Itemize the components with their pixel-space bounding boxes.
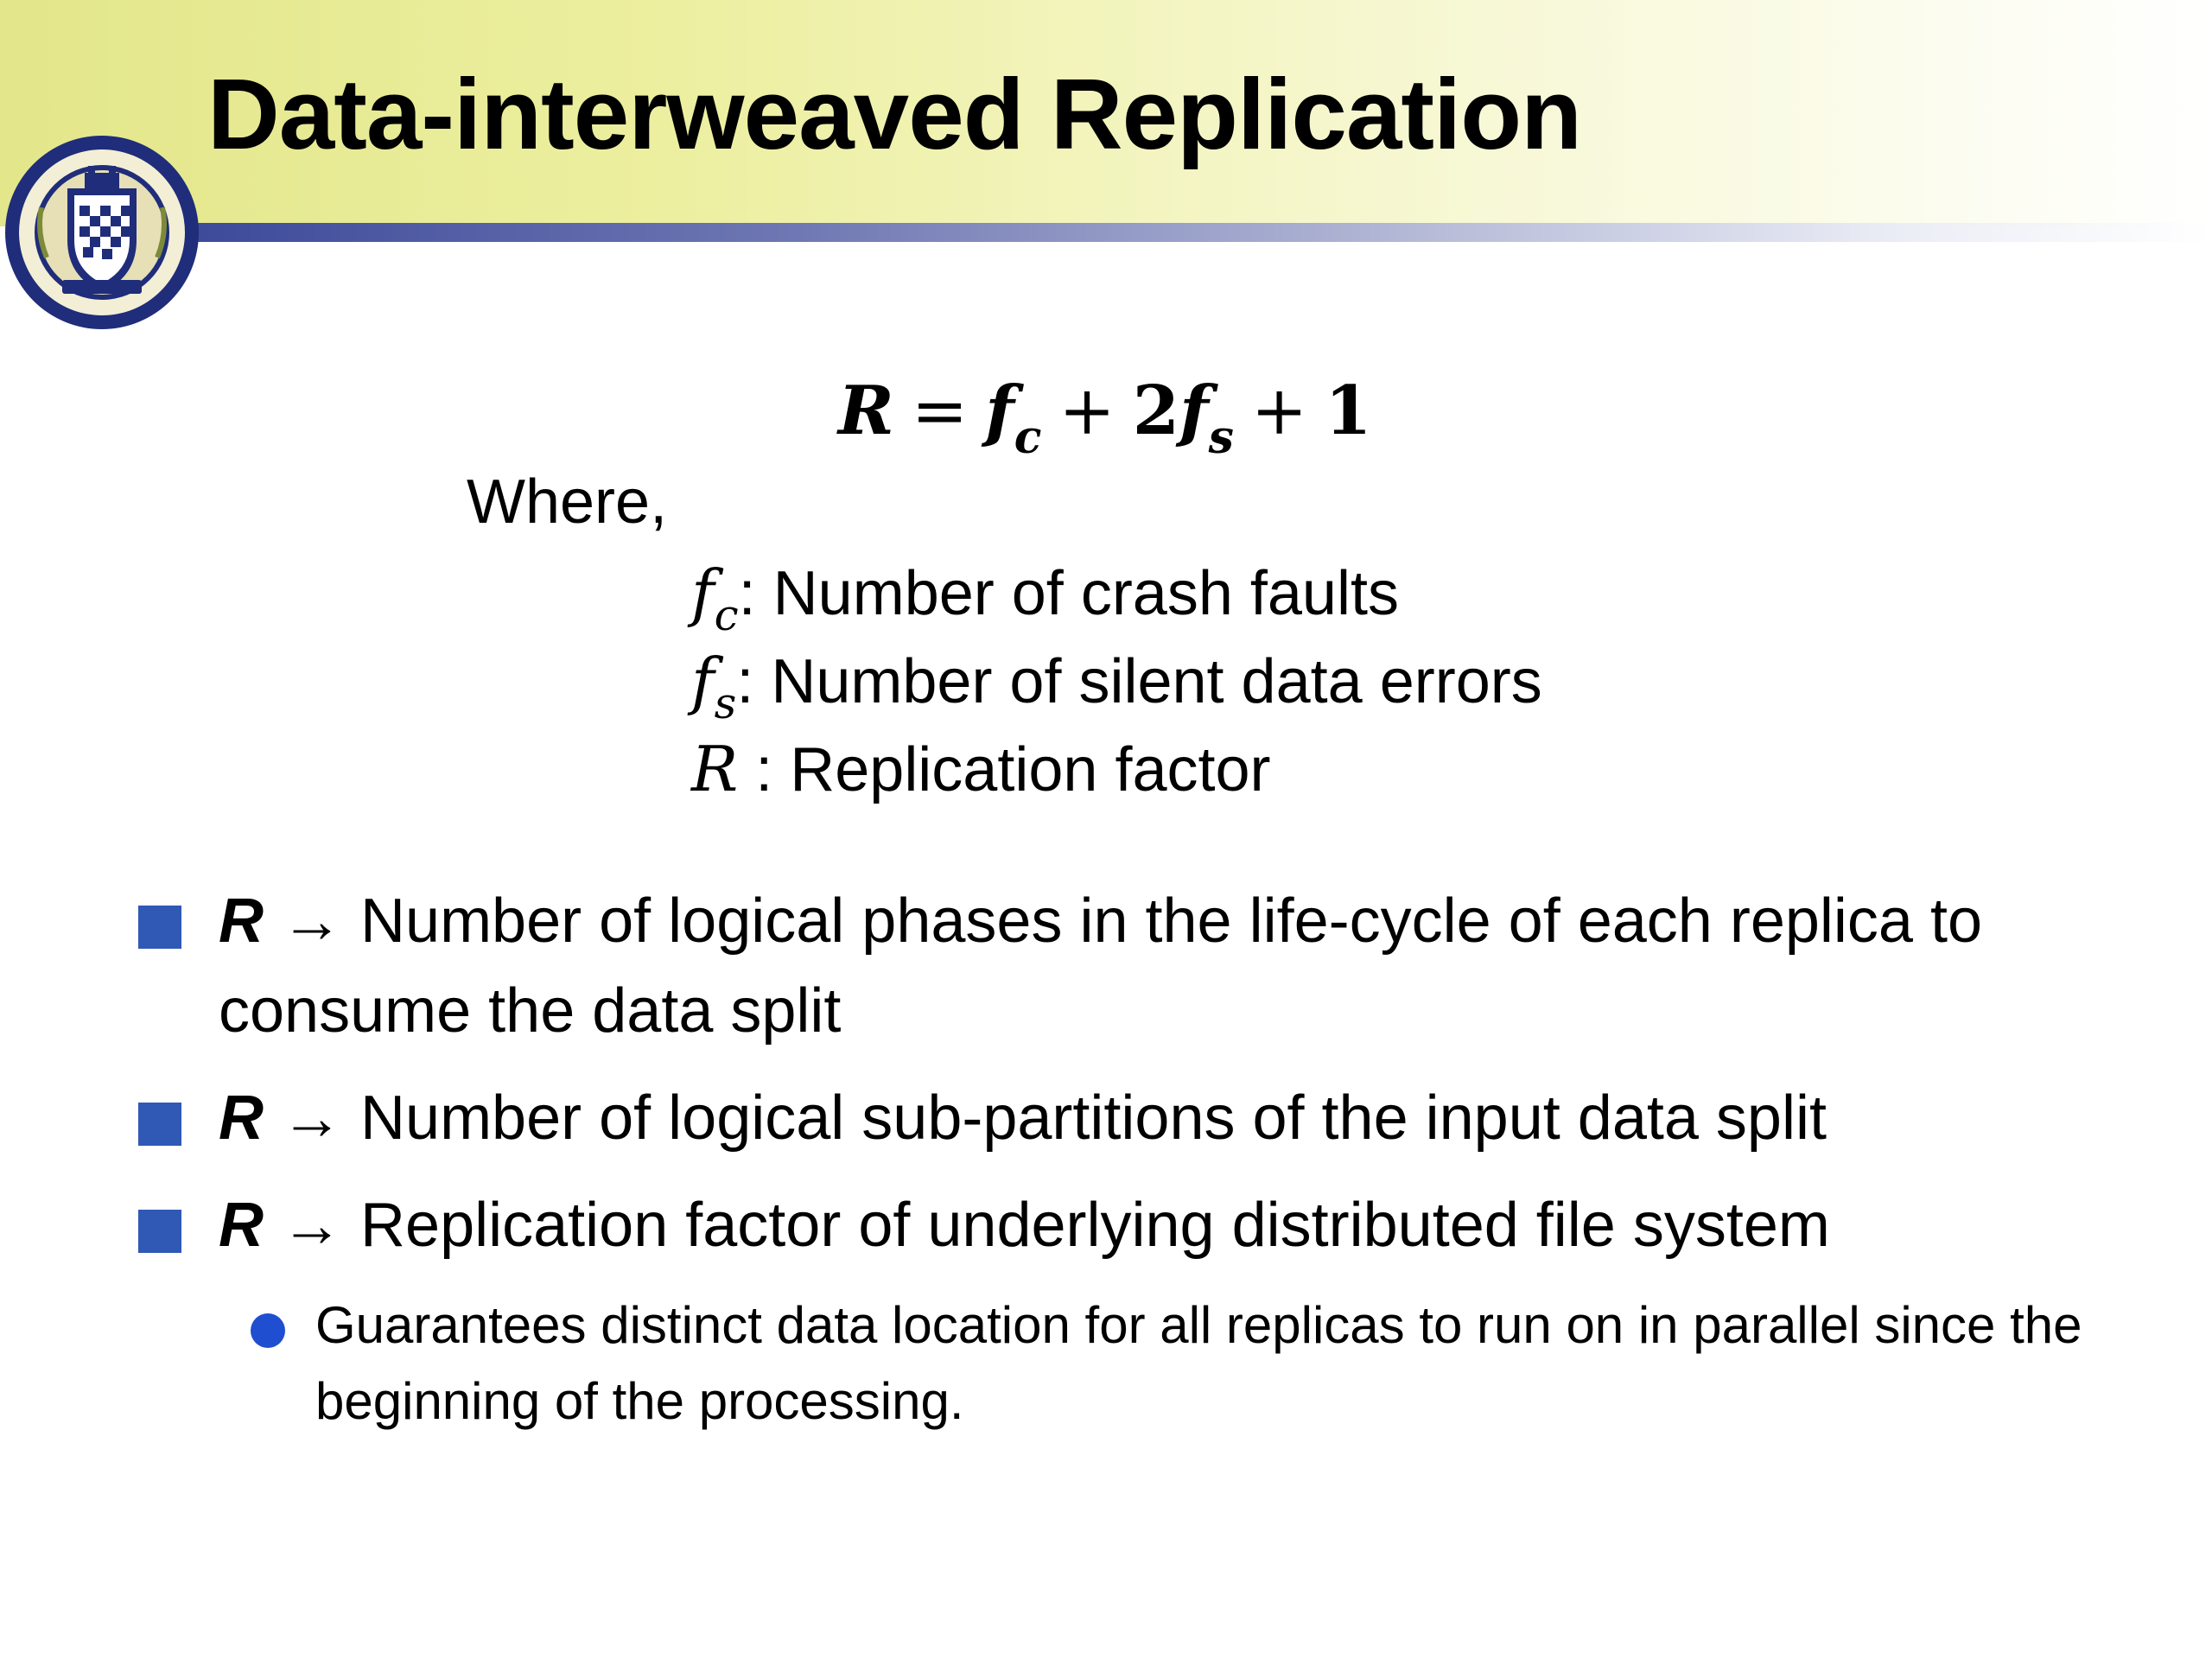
square-bullet-icon bbox=[138, 1103, 181, 1146]
definition-symbol bbox=[691, 733, 738, 805]
formula-lhs: R bbox=[838, 372, 894, 450]
formula-f2-sub: s bbox=[1208, 411, 1234, 464]
definition-symbol-main: R bbox=[691, 733, 739, 805]
bullet-content bbox=[219, 1180, 2169, 1270]
formula-f1-sub: c bbox=[1014, 411, 1042, 464]
definition-symbol-main: f bbox=[691, 645, 715, 717]
definition-symbol-main: f bbox=[691, 556, 715, 629]
where-label: Where, bbox=[467, 467, 668, 537]
sub-bullet-text: Guarantees distinct data location for all replicas to run on in parallel since the beginning of the processing. bbox=[315, 1296, 2082, 1430]
bullet-text: Number of logical sub-partitions of the input data split bbox=[360, 1084, 1827, 1153]
definition-text: : Number of crash faults bbox=[738, 559, 1399, 628]
formula-f1: f bbox=[985, 372, 1014, 450]
replication-formula bbox=[838, 372, 1372, 464]
formula-coef: 2 bbox=[1132, 372, 1180, 450]
formula-plus-1: + bbox=[1058, 372, 1116, 450]
bullet-symbol: R bbox=[219, 1191, 264, 1260]
definition-text: : Number of silent data errors bbox=[736, 647, 1542, 716]
definition-symbol-sub: c bbox=[714, 590, 739, 640]
bullet-item bbox=[138, 1073, 2169, 1163]
arrow-icon: → bbox=[281, 1084, 344, 1153]
arrow-icon: → bbox=[281, 887, 344, 956]
bullet-text: Number of logical phases in the life-cycle of each replica to consume the data split bbox=[219, 887, 1982, 1046]
round-bullet-icon bbox=[251, 1313, 285, 1348]
formula-const: 1 bbox=[1325, 372, 1372, 450]
bullet-item bbox=[138, 1180, 2169, 1270]
square-bullet-icon bbox=[138, 906, 181, 949]
arrow-icon: → bbox=[281, 1191, 344, 1260]
definition-r bbox=[691, 726, 1271, 835]
header-rule bbox=[190, 223, 2212, 242]
sub-bullet-item bbox=[251, 1287, 2108, 1440]
square-bullet-icon bbox=[138, 1210, 181, 1253]
slide-title: Data-interweaved Replication bbox=[207, 58, 1581, 170]
definition-text: : Replication factor bbox=[738, 735, 1271, 804]
formula-equals: = bbox=[911, 372, 969, 450]
definition-symbol-sub: s bbox=[714, 678, 737, 728]
bullet-content bbox=[219, 1073, 2169, 1163]
formula-plus-2: + bbox=[1250, 372, 1308, 450]
bullet-text: Replication factor of underlying distributed file system bbox=[360, 1191, 1830, 1260]
bullet-item bbox=[138, 876, 2169, 1056]
bullet-symbol: R bbox=[219, 887, 264, 956]
university-seal-logo bbox=[2, 128, 202, 337]
definition-symbol bbox=[691, 556, 739, 640]
bullet-content bbox=[219, 876, 2169, 1056]
bullet-symbol: R bbox=[219, 1084, 264, 1153]
definition-symbol bbox=[691, 645, 737, 728]
formula-f2: f bbox=[1179, 372, 1209, 450]
